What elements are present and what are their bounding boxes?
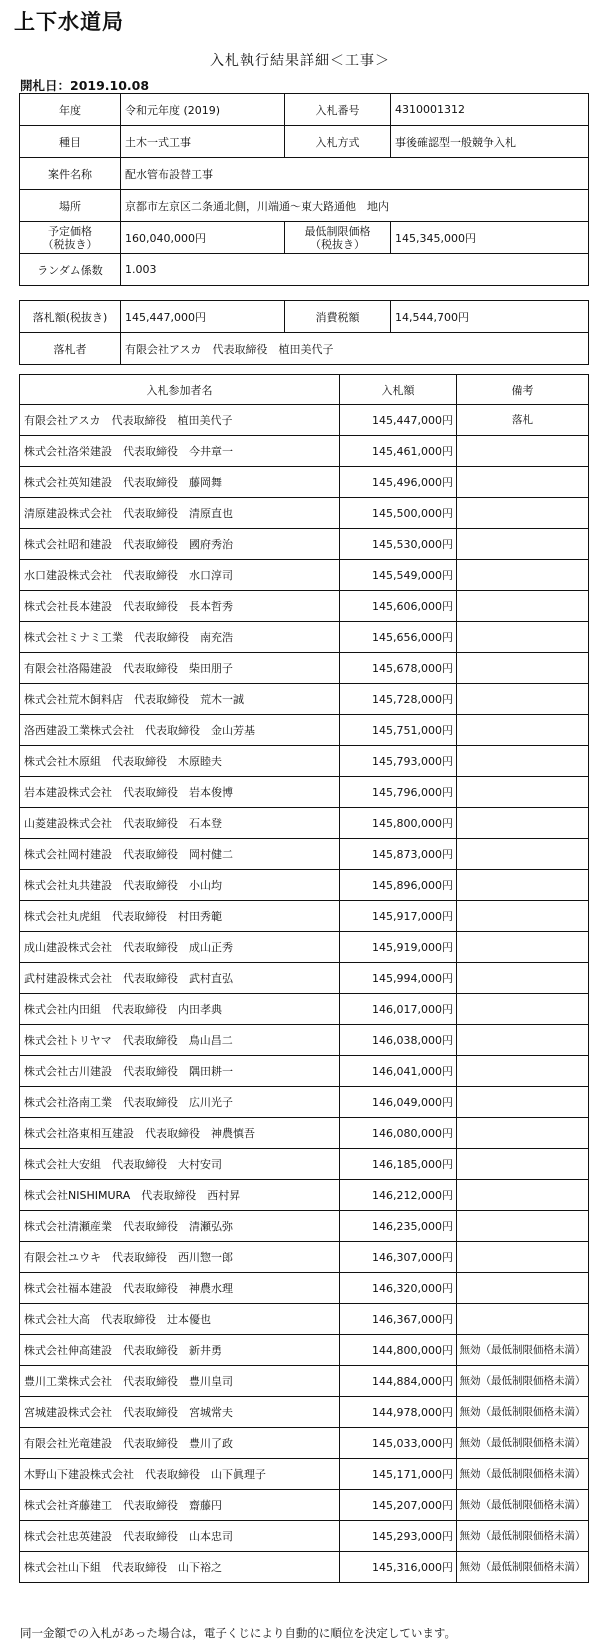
bid-row — [20, 1087, 589, 1118]
planned-price-value: 160,040,000円 — [121, 222, 285, 254]
bid-remarks — [457, 1273, 589, 1304]
info-row-place — [20, 190, 589, 222]
bidder-name: 有限会社ユウキ 代表取締役 西川惣一郎 — [20, 1242, 340, 1273]
bid-remarks — [457, 529, 589, 560]
bid-remarks — [457, 839, 589, 870]
min-price-label-line1: 最低制限価格 — [304, 224, 371, 238]
bid-amount: 144,800,000円 — [340, 1335, 457, 1366]
bid-amount: 145,796,000円 — [340, 777, 457, 808]
bid-amount: 145,800,000円 — [340, 808, 457, 839]
bid-remarks: 無効（最低制限価格未満） — [457, 1366, 589, 1397]
bidder-name: 株式会社岡村建設 代表取締役 岡村健二 — [20, 839, 340, 870]
award-table — [19, 300, 589, 365]
bidder-name: 株式会社荒木飼料店 代表取締役 荒木一誠 — [20, 684, 340, 715]
type-value: 土木一式工事 — [121, 126, 285, 158]
min-price-label — [285, 222, 391, 254]
bid-amount: 144,978,000円 — [340, 1397, 457, 1428]
bid-amount: 146,367,000円 — [340, 1304, 457, 1335]
remarks-header: 備考 — [457, 375, 589, 405]
bid-amount: 146,038,000円 — [340, 1025, 457, 1056]
info-row-prices — [20, 222, 589, 254]
bidder-name: 株式会社斉藤建工 代表取締役 齋藤円 — [20, 1490, 340, 1521]
bidder-name: 水口建設株式会社 代表取締役 水口淳司 — [20, 560, 340, 591]
bid-remarks — [457, 622, 589, 653]
info-row-year — [20, 94, 589, 126]
bid-row — [20, 529, 589, 560]
bid-remarks: 無効（最低制限価格未満） — [457, 1335, 589, 1366]
bid-row — [20, 405, 589, 436]
bid-row — [20, 932, 589, 963]
bid-remarks — [457, 1242, 589, 1273]
bid-amount: 145,033,000円 — [340, 1428, 457, 1459]
bid-row — [20, 777, 589, 808]
bidder-name: 株式会社伸高建設 代表取締役 新井勇 — [20, 1335, 340, 1366]
bid-remarks — [457, 653, 589, 684]
bid-row — [20, 1056, 589, 1087]
bid-amount: 146,041,000円 — [340, 1056, 457, 1087]
bid-amount: 145,793,000円 — [340, 746, 457, 777]
bid-row — [20, 436, 589, 467]
bid-row — [20, 1552, 589, 1583]
bid-amount: 145,549,000円 — [340, 560, 457, 591]
bid-row — [20, 591, 589, 622]
info-row-type — [20, 126, 589, 158]
bid-remarks — [457, 932, 589, 963]
bid-remarks: 無効（最低制限価格未満） — [457, 1552, 589, 1583]
bidder-name: 株式会社大安組 代表取締役 大村安司 — [20, 1149, 340, 1180]
bid-amount: 145,896,000円 — [340, 870, 457, 901]
random-coef-label: ランダム係数 — [20, 254, 121, 286]
bid-row — [20, 715, 589, 746]
bidder-name: 株式会社山下組 代表取締役 山下裕之 — [20, 1552, 340, 1583]
award-row-amount — [20, 301, 589, 333]
place-label: 場所 — [20, 190, 121, 222]
bid-amount: 145,873,000円 — [340, 839, 457, 870]
bid-row — [20, 1304, 589, 1335]
bidder-name: 成山建設株式会社 代表取締役 成山正秀 — [20, 932, 340, 963]
bid-amount: 145,728,000円 — [340, 684, 457, 715]
info-row-random — [20, 254, 589, 286]
bid-row — [20, 994, 589, 1025]
bidder-name: 株式会社NISHIMURA 代表取締役 西村昇 — [20, 1180, 340, 1211]
bid-row — [20, 1366, 589, 1397]
method-label: 入札方式 — [285, 126, 391, 158]
winner-label: 落札者 — [20, 333, 121, 365]
bid-amount: 145,678,000円 — [340, 653, 457, 684]
bid-amount: 145,293,000円 — [340, 1521, 457, 1552]
bid-amount: 145,606,000円 — [340, 591, 457, 622]
bid-amount: 145,500,000円 — [340, 498, 457, 529]
bid-amount: 145,656,000円 — [340, 622, 457, 653]
bid-row — [20, 467, 589, 498]
min-price-label-line2: （税抜き） — [310, 237, 365, 251]
bidder-name: 株式会社福本建設 代表取締役 神農水理 — [20, 1273, 340, 1304]
planned-price-label — [20, 222, 121, 254]
bid-amount: 145,751,000円 — [340, 715, 457, 746]
project-value: 配水管布設替工事 — [121, 158, 589, 190]
bid-rows — [20, 405, 589, 1583]
bid-amount: 146,212,000円 — [340, 1180, 457, 1211]
bid-row — [20, 653, 589, 684]
bid-row — [20, 1335, 589, 1366]
bidder-name: 有限会社洛陽建設 代表取締役 柴田朋子 — [20, 653, 340, 684]
bid-amount: 145,994,000円 — [340, 963, 457, 994]
bid-remarks: 無効（最低制限価格未満） — [457, 1459, 589, 1490]
bid-remarks — [457, 1056, 589, 1087]
bid-amount: 145,171,000円 — [340, 1459, 457, 1490]
bid-row — [20, 1273, 589, 1304]
bid-remarks: 無効（最低制限価格未満） — [457, 1397, 589, 1428]
bidder-name: 岩本建設株式会社 代表取締役 岩本俊博 — [20, 777, 340, 808]
bidder-name: 株式会社洛南工業 代表取締役 広川光子 — [20, 1087, 340, 1118]
bidder-name: 洛西建設工業株式会社 代表取締役 金山芳基 — [20, 715, 340, 746]
bidder-name: 木野山下建設株式会社 代表取締役 山下眞理子 — [20, 1459, 340, 1490]
bid-remarks — [457, 1118, 589, 1149]
bidder-name: 株式会社忠英建設 代表取締役 山本忠司 — [20, 1521, 340, 1552]
bid-row — [20, 1118, 589, 1149]
min-price-value: 145,345,000円 — [391, 222, 589, 254]
bid-amount: 146,185,000円 — [340, 1149, 457, 1180]
bidder-name: 山菱建設株式会社 代表取締役 石本登 — [20, 808, 340, 839]
bid-row — [20, 1242, 589, 1273]
bid-number-value: 4310001312 — [391, 94, 589, 126]
bidder-name: 株式会社木原組 代表取締役 木原睦夫 — [20, 746, 340, 777]
bidder-name: 有限会社光竜建設 代表取締役 豊川了政 — [20, 1428, 340, 1459]
bidder-name: 株式会社昭和建設 代表取締役 國府秀治 — [20, 529, 340, 560]
bidder-name: 株式会社大高 代表取締役 辻本優也 — [20, 1304, 340, 1335]
winner-value: 有限会社アスカ 代表取締役 植田美代子 — [121, 333, 589, 365]
planned-price-label-line2: （税抜き） — [42, 237, 98, 251]
bid-remarks — [457, 777, 589, 808]
bid-remarks — [457, 994, 589, 1025]
bid-remarks: 無効（最低制限価格未満） — [457, 1521, 589, 1552]
bidder-name: 株式会社洛東相互建設 代表取締役 神農慎吾 — [20, 1118, 340, 1149]
bidder-name: 株式会社長本建設 代表取締役 長本哲秀 — [20, 591, 340, 622]
bid-row — [20, 684, 589, 715]
bidder-name: 株式会社ミナミ工業 代表取締役 南充浩 — [20, 622, 340, 653]
year-value: 令和元年度 (2019) — [121, 94, 285, 126]
bid-row — [20, 560, 589, 591]
bid-row — [20, 1211, 589, 1242]
bid-row — [20, 839, 589, 870]
bid-amount: 146,320,000円 — [340, 1273, 457, 1304]
bidder-name: 株式会社清瀬産業 代表取締役 清瀬弘弥 — [20, 1211, 340, 1242]
bid-remarks — [457, 715, 589, 746]
footnote: 同一金額での入札があった場合は，電子くじにより自動的に順位を決定しています。 — [20, 1626, 456, 1640]
bid-remarks — [457, 1025, 589, 1056]
bid-row — [20, 622, 589, 653]
tender-info-table — [19, 93, 589, 286]
bid-remarks: 無効（最低制限価格未満） — [457, 1490, 589, 1521]
bidder-name: 豊川工業株式会社 代表取締役 豊川皇司 — [20, 1366, 340, 1397]
award-amount-value: 145,447,000円 — [121, 301, 285, 333]
bid-remarks: 落札 — [457, 405, 589, 436]
bid-amount: 146,017,000円 — [340, 994, 457, 1025]
opening-date: 開札日：2019.10.08 — [20, 78, 150, 93]
bid-table-header — [20, 375, 589, 405]
bid-row — [20, 870, 589, 901]
tax-label: 消費税額 — [285, 301, 391, 333]
bid-results-table — [19, 374, 589, 1583]
bid-remarks — [457, 1087, 589, 1118]
bid-amount: 145,316,000円 — [340, 1552, 457, 1583]
bid-amount: 145,447,000円 — [340, 405, 457, 436]
bid-remarks — [457, 1211, 589, 1242]
bid-amount: 145,917,000円 — [340, 901, 457, 932]
bidder-name: 株式会社古川建設 代表取締役 隅田耕一 — [20, 1056, 340, 1087]
bid-remarks — [457, 1180, 589, 1211]
bid-remarks — [457, 808, 589, 839]
bid-remarks — [457, 963, 589, 994]
year-label: 年度 — [20, 94, 121, 126]
bidder-name: 株式会社内田組 代表取締役 内田孝典 — [20, 994, 340, 1025]
bid-remarks — [457, 1149, 589, 1180]
bidder-name: 株式会社洛栄建設 代表取締役 今井章一 — [20, 436, 340, 467]
bidder-name: 株式会社丸虎組 代表取締役 村田秀範 — [20, 901, 340, 932]
bid-amount: 145,919,000円 — [340, 932, 457, 963]
bid-remarks — [457, 684, 589, 715]
bid-row — [20, 808, 589, 839]
bid-row — [20, 901, 589, 932]
bid-number-label: 入札番号 — [285, 94, 391, 126]
method-value: 事後確認型一般競争入札 — [391, 126, 589, 158]
random-coef-value: 1.003 — [121, 254, 589, 286]
bid-remarks — [457, 498, 589, 529]
organization-name: 上下水道局 — [14, 10, 124, 34]
bid-remarks — [457, 436, 589, 467]
bidder-name: 株式会社英知建設 代表取締役 藤岡舞 — [20, 467, 340, 498]
bidder-name: 有限会社アスカ 代表取締役 植田美代子 — [20, 405, 340, 436]
bidder-name: 株式会社丸共建設 代表取締役 小山均 — [20, 870, 340, 901]
bid-amount-header: 入札額 — [340, 375, 457, 405]
bid-remarks — [457, 746, 589, 777]
bid-amount: 146,049,000円 — [340, 1087, 457, 1118]
type-label: 種目 — [20, 126, 121, 158]
bid-amount: 146,080,000円 — [340, 1118, 457, 1149]
bid-row — [20, 498, 589, 529]
bidder-name: 武村建設株式会社 代表取締役 武村直弘 — [20, 963, 340, 994]
bid-amount: 146,307,000円 — [340, 1242, 457, 1273]
bidder-name-header: 入札参加者名 — [20, 375, 340, 405]
bidder-name: 株式会社トリヤマ 代表取締役 鳥山昌二 — [20, 1025, 340, 1056]
bid-amount: 144,884,000円 — [340, 1366, 457, 1397]
bid-remarks — [457, 1304, 589, 1335]
bid-remarks — [457, 591, 589, 622]
info-row-project — [20, 158, 589, 190]
bid-row — [20, 1025, 589, 1056]
bid-row — [20, 1521, 589, 1552]
award-amount-label: 落札額(税抜き) — [20, 301, 121, 333]
bid-row — [20, 746, 589, 777]
bid-remarks — [457, 560, 589, 591]
document-title: 入札執行結果詳細＜工事＞ — [210, 53, 390, 69]
bid-remarks — [457, 901, 589, 932]
project-label: 案件名称 — [20, 158, 121, 190]
bid-row — [20, 1149, 589, 1180]
bid-remarks: 無効（最低制限価格未満） — [457, 1428, 589, 1459]
bid-remarks — [457, 467, 589, 498]
bidder-name: 宮城建設株式会社 代表取締役 宮城常夫 — [20, 1397, 340, 1428]
bid-row — [20, 1428, 589, 1459]
bid-amount: 145,207,000円 — [340, 1490, 457, 1521]
bid-row — [20, 1490, 589, 1521]
bid-row — [20, 1180, 589, 1211]
place-value: 京都市左京区二条通北側，川端通～東大路通他 地内 — [121, 190, 589, 222]
bid-amount: 146,235,000円 — [340, 1211, 457, 1242]
bid-remarks — [457, 870, 589, 901]
bid-amount: 145,530,000円 — [340, 529, 457, 560]
award-row-winner — [20, 333, 589, 365]
bid-amount: 145,496,000円 — [340, 467, 457, 498]
bid-row — [20, 1459, 589, 1490]
planned-price-label-line1: 予定価格 — [48, 224, 92, 238]
bid-amount: 145,461,000円 — [340, 436, 457, 467]
bid-row — [20, 1397, 589, 1428]
tax-value: 14,544,700円 — [391, 301, 589, 333]
bidder-name: 清原建設株式会社 代表取締役 清原直也 — [20, 498, 340, 529]
bid-row — [20, 963, 589, 994]
